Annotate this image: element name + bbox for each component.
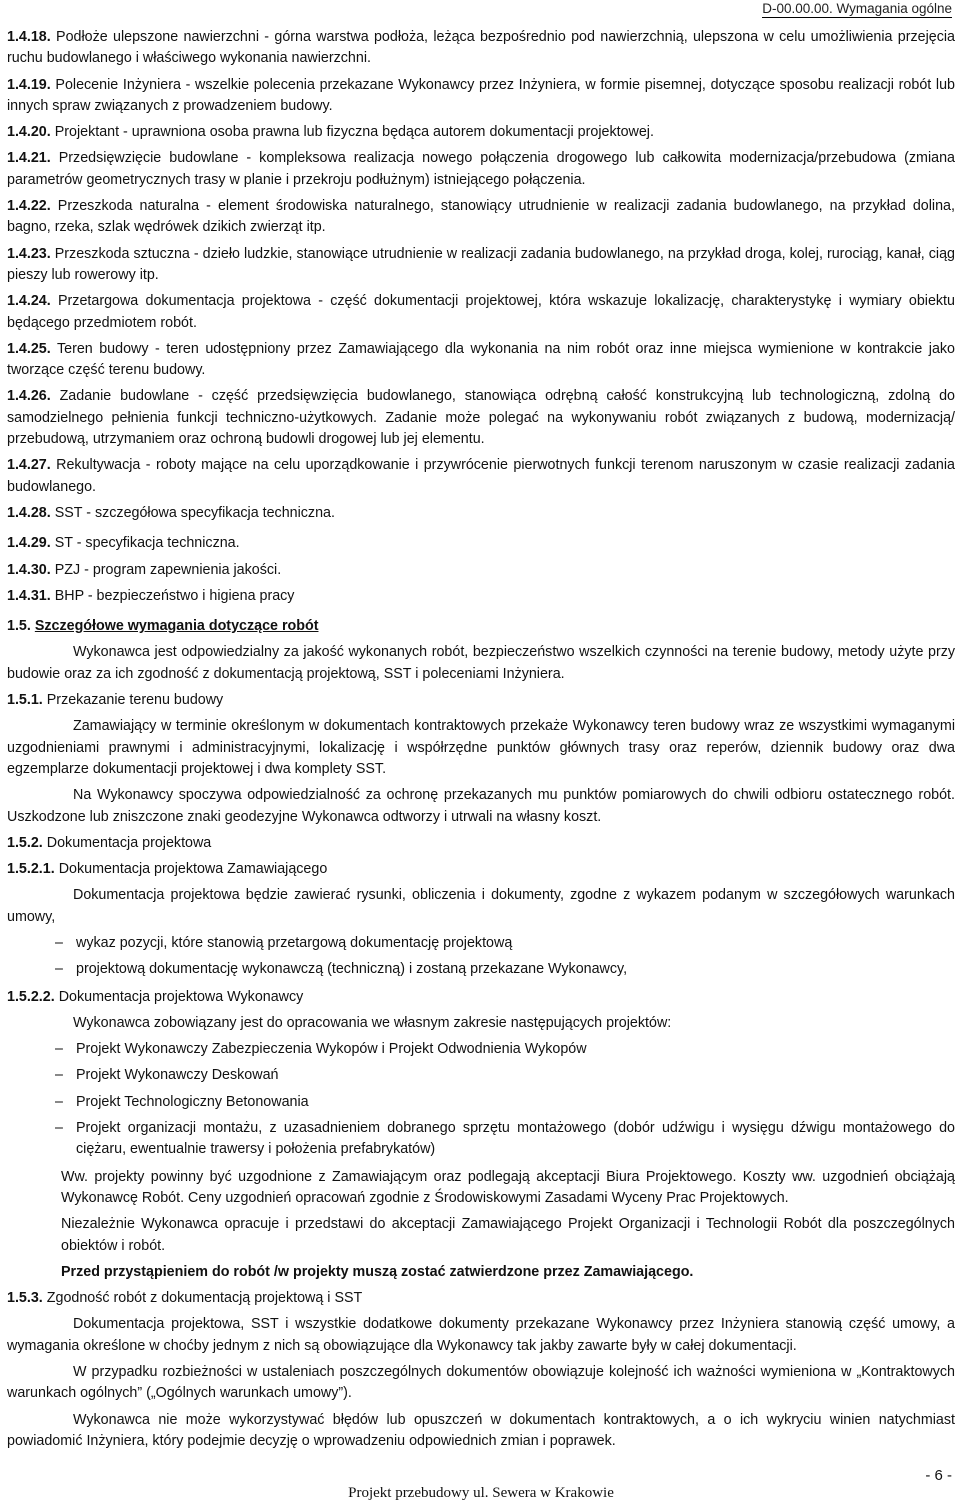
definition-1-4-18 xyxy=(7,27,955,70)
definition-1-4-31 xyxy=(7,586,955,607)
dash-bullet-icon: – xyxy=(55,1093,63,1110)
section-number: 1.5. xyxy=(7,618,31,635)
section-heading-1-5-2-2 xyxy=(7,987,955,1008)
item-number: 1.4.23. xyxy=(7,245,51,262)
section-number: 1.5.1. xyxy=(7,692,43,709)
list-item-text: Projekt Wykonawczy Deskowań xyxy=(76,1067,279,1084)
paragraph: Wykonawca nie może wykorzystywać błędów lub opuszczeń w dokumentach kontraktowych, a o ich wykryciu winien natychmiast powiadomić Inżyniera, który podejmie decyzję o wprowadzeniu odpowiednich zmian i poprawek. xyxy=(7,1411,955,1449)
paragraph: Wykonawca jest odpowiedzialny za jakość wykonanych robót, bezpieczeństwo wszelkich czynności na terenie budowy, metody użyte przy budowie oraz za ich zgodność z dokumentacją projektową, SST i poleceniami Inżyniera. xyxy=(7,644,955,682)
section-title: Zgodność robót z dokumentacją projektową i SST xyxy=(46,1290,363,1307)
item-text: SST - szczegółowa specyfikacja techniczna. xyxy=(54,504,335,521)
bold-notice: Przed przystąpieniem do robót /w projekty muszą zostać zatwierdzone przez Zamawiającego. xyxy=(61,1263,694,1280)
definition-1-4-26 xyxy=(7,386,955,450)
section-heading-1-5-1 xyxy=(7,690,955,711)
paragraph: Zamawiający w terminie określonym w dokumentach kontraktowych przekaże Wykonawcy teren budowy wraz ze wszystkimi wymaganymi uzgodnieniami prawnymi i administracyjnymi, lokalizację i współrzędne punktów głównych trasy oraz reperów, dziennik budowy oraz dwa egzemplarze dokumentacji projektowej i dwa komplety SST. xyxy=(7,718,955,777)
definition-1-4-28 xyxy=(7,503,955,524)
list-item xyxy=(7,959,955,980)
paragraph: Dokumentacja projektowa, SST i wszystkie dodatkowe dokumenty przekazane Wykonawcy przez Inżyniera stanowią część umowy, a wymagania określone w choćby jednym z nich są obowiązujące dla Wykonawcy tak jakby zawarte były w całej dokumentacji. xyxy=(7,1316,955,1354)
section-title: Szczegółowe wymagania dotyczące robót xyxy=(34,618,319,635)
item-number: 1.4.19. xyxy=(7,76,51,93)
item-number: 1.4.24. xyxy=(7,293,51,310)
project-title: Projekt przebudowy ul. Sewera w Krakowie xyxy=(348,1485,614,1501)
section-heading-1-5 xyxy=(7,616,955,637)
paragraph xyxy=(7,1167,955,1210)
paragraph-text: Ww. projekty powinny być uzgodnione z Zamawiającym oraz podlegają akceptacji Biura Projektowego. Koszty ww. uzgodnień obciążają Wykonawcę Robót. Ceny uzgodnień opracowań zgodnie z Środowiskowymi Zasadami Wyceny Prac Projektowych. xyxy=(61,1168,955,1206)
paragraph: Wykonawca zobowiązany jest do opracowania we własnym zakresie następujących projektów: xyxy=(73,1014,672,1031)
item-text: ST - specyfikacja techniczna. xyxy=(54,535,240,552)
list-item-text: Projekt Technologiczny Betonowania xyxy=(76,1093,309,1110)
section-heading-1-5-3 xyxy=(7,1288,955,1309)
definition-1-4-20 xyxy=(7,122,955,143)
list-item-text: wykaz pozycji, które stanowią przetargową dokumentację projektową xyxy=(76,934,513,951)
paragraph: Dokumentacja projektowa będzie zawierać rysunki, obliczenia i dokumenty, zgodne z wykazem podanym w szczegółowych warunkach umowy, xyxy=(7,887,955,925)
dash-bullet-icon: – xyxy=(55,1041,63,1058)
list-item xyxy=(7,1039,955,1060)
dash-bullet-icon: – xyxy=(55,1067,63,1084)
paragraph-text: Niezależnie Wykonawca opracuje i przedstawi do akceptacji Zamawiającego Projekt Organizacji i Technologii Robót dla poszczególnych obiektów i robót. xyxy=(61,1216,955,1254)
section-number: 1.5.2.2. xyxy=(7,988,55,1005)
list-item-text: Projekt organizacji montażu, z uzasadnieniem dobranego sprzętu montażowego (dobór udźwigu i wysięgu dźwigu montażowego do ciężaru, ewentualnie trawersy i położenia prefabrykatów) xyxy=(76,1120,955,1158)
dash-bullet-icon: – xyxy=(55,1120,63,1137)
dash-bullet-icon: – xyxy=(55,961,63,978)
item-number: 1.4.28. xyxy=(7,504,51,521)
list-item xyxy=(7,1118,955,1161)
item-text: Przetargowa dokumentacja projektowa - część dokumentacji projektowej, która wskazuje lokalizację, charakterystykę i wymiary obiektu będącego przedmiotem robót. xyxy=(7,293,955,331)
definition-1-4-23 xyxy=(7,244,955,287)
definition-1-4-25 xyxy=(7,339,955,382)
section-number: 1.5.3. xyxy=(7,1290,43,1307)
definition-1-4-21 xyxy=(7,148,955,191)
paragraph: W przypadku rozbieżności w ustaleniach poszczególnych dokumentów obowiązuje kolejność ich ważności wymieniona w „Kontraktowych warunkach ogólnych” („Ogólnych warunkach umowy”). xyxy=(7,1364,955,1402)
item-text: Teren budowy - teren udostępniony przez Zamawiającego dla wykonania na nim robót oraz inne miejsca wymienione w kontrakcie jako tworzące część terenu budowy. xyxy=(7,340,955,379)
item-number: 1.4.29. xyxy=(7,535,51,552)
definition-1-4-29 xyxy=(7,533,955,554)
list-item xyxy=(7,933,955,954)
item-number: 1.4.30. xyxy=(7,561,51,578)
item-text: Przeszkoda naturalna - element środowiska naturalnego, stanowiący utrudnienie w realizacji zadania budowlanego, na przykład dolina, bagno, rzeka, szlak wędrówek dzikich zwierząt itp. xyxy=(7,198,955,236)
dash-list xyxy=(7,1039,955,1160)
list-item xyxy=(7,1065,955,1086)
item-text: Rekultywacja - roboty mające na celu uporządkowanie i przywrócenie pierwotnych funkcji terenom naruszonym w czasie realizacji zadania budowlanego. xyxy=(7,457,955,495)
section-title: Przekazanie terenu budowy xyxy=(46,692,224,709)
dash-bullet-icon: – xyxy=(55,934,63,951)
page-footer xyxy=(7,1467,955,1504)
document-page xyxy=(7,0,955,1504)
list-item xyxy=(7,1092,955,1113)
list-item-text: Projekt Wykonawczy Zabezpieczenia Wykopów i Projekt Odwodnienia Wykopów xyxy=(76,1041,587,1058)
item-number: 1.4.31. xyxy=(7,587,51,604)
item-text: Przeszkoda sztuczna - dzieło ludzkie, stanowiące utrudnienie w realizacji zadania budowlanego, na przykład droga, kolej, rurociąg, kanał, ciąg pieszy lub rowerowy itp. xyxy=(7,245,955,283)
definition-1-4-30 xyxy=(7,560,955,581)
section-heading-1-5-2 xyxy=(7,833,955,854)
section-number: 1.5.2.1. xyxy=(7,861,55,878)
definition-1-4-24 xyxy=(7,291,955,334)
item-number: 1.4.25. xyxy=(7,340,51,357)
item-number: 1.4.18. xyxy=(7,29,51,45)
section-number: 1.5.2. xyxy=(7,834,43,851)
item-text: Zadanie budowlane - część przedsięwzięcia budowlanego, stanowiąca odrębną całość konstrukcyjną lub technologiczną, zdolną do samodzielnego pełnienia funkcji techniczno-użytkowych. Zadanie może polegać na wykonywaniu robót związanych z budową, modernizacją/ przebudową, utrzymaniem oraz ochroną budowli drogowej lub jej elementu. xyxy=(7,388,955,448)
item-number: 1.4.27. xyxy=(7,457,51,474)
section-title: Dokumentacja projektowa Zamawiającego xyxy=(58,861,328,878)
item-number: 1.4.22. xyxy=(7,198,51,215)
item-number: 1.4.20. xyxy=(7,124,51,141)
section-title: Dokumentacja projektowa Wykonawcy xyxy=(58,988,304,1005)
item-text: BHP - bezpieczeństwo i higiena pracy xyxy=(54,587,295,604)
item-number: 1.4.21. xyxy=(7,150,51,167)
item-text: Przedsięwzięcie budowlane - kompleksowa realizacja nowego połączenia drogowego lub całkowita modernizacja/przebudowa (zmiana parametrów geometrycznych trasy w planie i przekroju podłużnym) istniejącego połączenia. xyxy=(7,150,956,188)
section-title: Dokumentacja projektowa xyxy=(46,834,212,851)
definition-1-4-22 xyxy=(7,196,955,239)
paragraph xyxy=(7,1214,955,1257)
dash-list xyxy=(7,933,955,981)
page-number: - 6 - xyxy=(925,1467,952,1484)
item-text: PZJ - program zapewnienia jakości. xyxy=(54,561,282,578)
section-heading-1-5-2-1 xyxy=(7,859,955,880)
item-text: Polecenie Inżyniera - wszelkie polecenia przekazane Wykonawcy przez Inżyniera, w formie pisemnej, dotyczące sposobu realizacji robót lub innych spraw związanych z prowadzeniem budowy. xyxy=(7,76,955,114)
definition-1-4-19 xyxy=(7,75,955,118)
definition-1-4-27 xyxy=(7,455,955,498)
paragraph: Na Wykonawcy spoczywa odpowiedzialność za ochronę przekazanych mu punktów pomiarowych do chwili odbioru ostatecznego robót. Uszkodzone lub zniszczone znaki geodezyjne Wykonawca odtworzy i utrwali na własny koszt. xyxy=(7,787,955,825)
item-text: Podłoże ulepszone nawierzchni - górna warstwa podłoża, leżąca bezpośrednio pod nawierzchnią, ulepszona w celu umożliwienia przejęcia ruchu budowlanego i właściwego wykonania nawierzchni. xyxy=(7,29,955,67)
document-reference: D-00.00.00. Wymagania ogólne xyxy=(762,1,952,16)
item-number: 1.4.26. xyxy=(7,388,51,405)
document-body xyxy=(7,27,955,1457)
list-item-text: projektową dokumentację wykonawczą (techniczną) i zostaną przekazane Wykonawcy, xyxy=(76,961,628,978)
item-text: Projektant - uprawniona osoba prawna lub fizyczna będąca autorem dokumentacji projektowej. xyxy=(54,124,654,141)
